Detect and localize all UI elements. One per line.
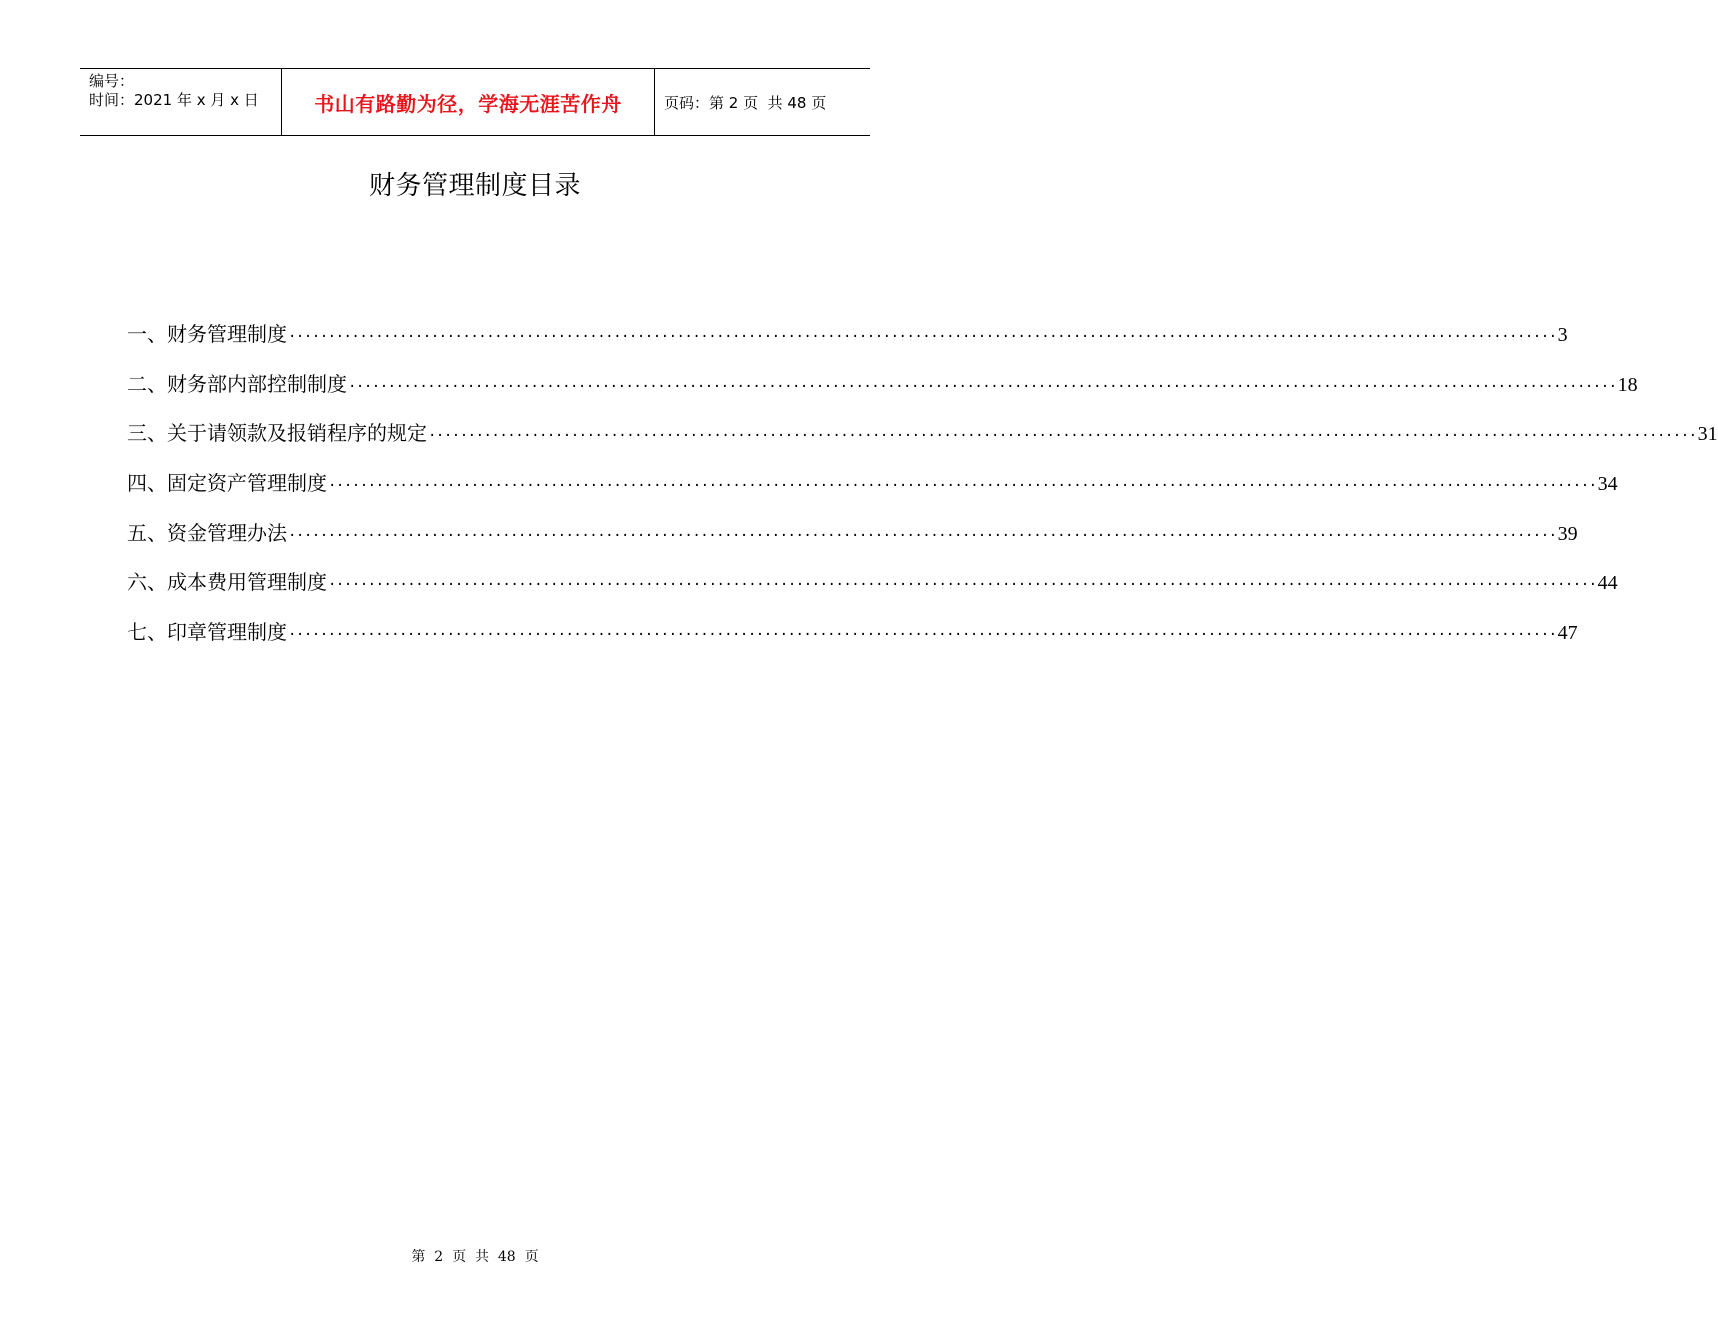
- toc-item[interactable]: [127, 417, 1718, 467]
- toc-item-page: 39: [1557, 522, 1578, 545]
- toc-item-page: 18: [1617, 373, 1638, 396]
- toc-item-label: 五、资金管理办法: [127, 520, 287, 545]
- toc-dot-leader: ································································································································································: [288, 329, 1557, 345]
- toc-item-page: 47: [1557, 622, 1578, 645]
- header-meta: [80, 69, 282, 135]
- toc-dot-leader: ································································································································································: [348, 378, 1617, 395]
- page-footer: 第 2 页 共 48 页: [411, 1249, 539, 1265]
- toc-item-label: 一、财务管理制度: [127, 322, 287, 346]
- toc-dot-leader: ································································································································································: [328, 577, 1597, 594]
- page-header: [80, 68, 870, 136]
- toc-item-page: 31: [1697, 423, 1718, 446]
- toc-item[interactable]: [127, 566, 1618, 616]
- toc-item-label: 六、成本费用管理制度: [127, 570, 327, 595]
- toc-item-label: 三、关于请领款及报销程序的规定: [127, 421, 427, 446]
- toc-item-page: 44: [1597, 572, 1618, 595]
- header-motto: 书山有路勤为径，学海无涯苦作舟: [282, 69, 655, 135]
- document-number-label: 编号：: [89, 72, 135, 90]
- toc-item-label: 二、财务部内部控制制度: [127, 371, 347, 396]
- toc-item-label: 七、印章管理制度: [127, 620, 287, 645]
- toc-dot-leader: ································································································································································: [288, 527, 1557, 544]
- toc-item[interactable]: [127, 467, 1618, 517]
- toc-item[interactable]: [127, 368, 1638, 418]
- page-title: 财务管理制度目录: [368, 171, 581, 201]
- table-of-contents: [127, 318, 1718, 666]
- toc-dot-leader: ································································································································································: [328, 478, 1597, 495]
- document-date: 时间：2021 年 x 月 x 日: [89, 91, 259, 109]
- toc-item-page: 34: [1597, 473, 1618, 496]
- toc-dot-leader: ································································································································································: [428, 428, 1697, 445]
- toc-dot-leader: ································································································································································: [288, 627, 1557, 644]
- header-page-info: 页码：第 2 页 共 48 页: [664, 93, 827, 112]
- toc-item[interactable]: [127, 517, 1578, 567]
- toc-item-page: 3: [1557, 324, 1568, 346]
- toc-item-label: 四、固定资产管理制度: [127, 471, 327, 496]
- toc-item[interactable]: [127, 318, 1568, 368]
- toc-item[interactable]: [127, 616, 1578, 666]
